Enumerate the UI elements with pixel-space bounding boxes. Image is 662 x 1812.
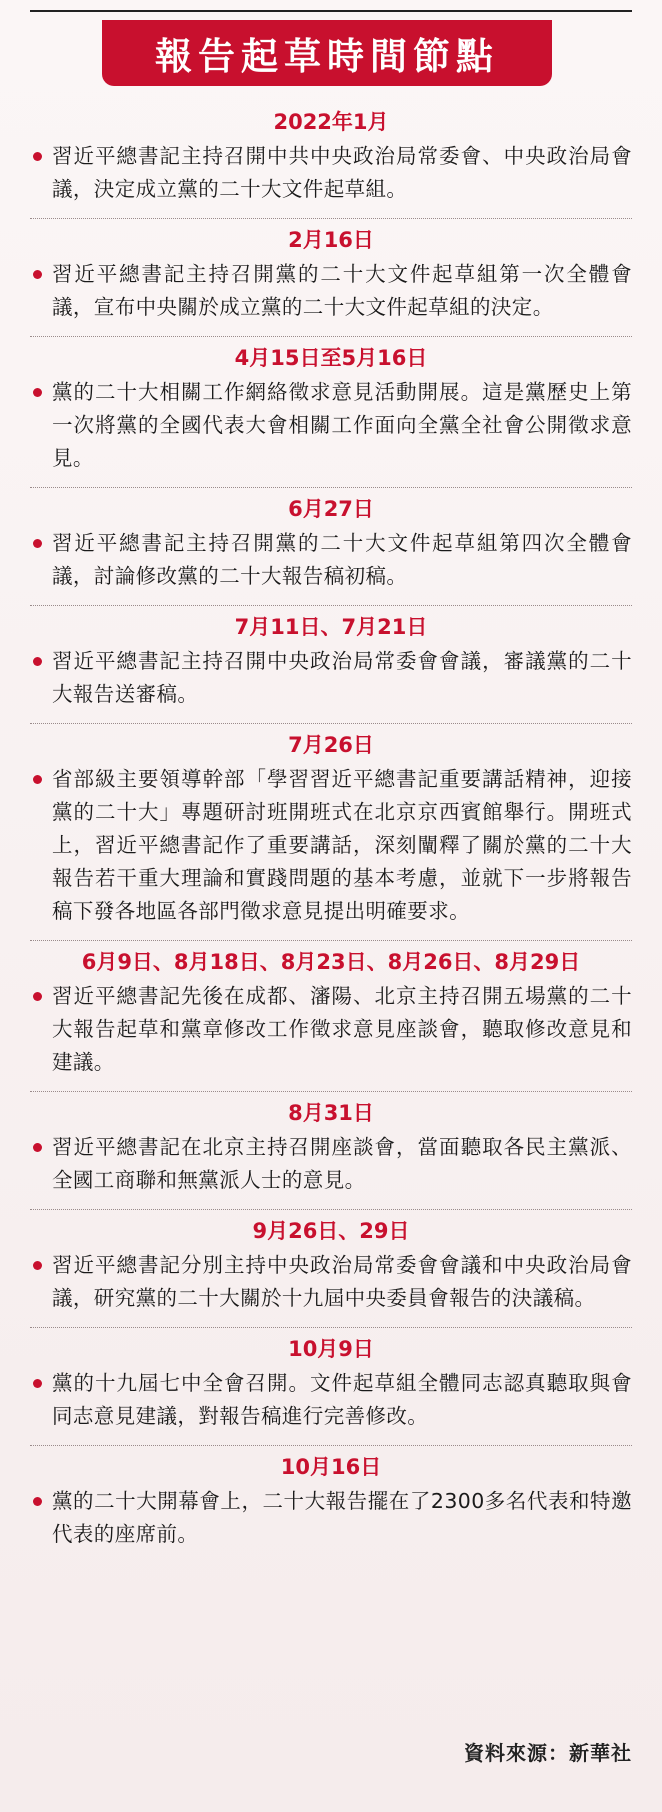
entry-date: 10月16日 <box>280 1455 382 1479</box>
entry-text: 省部級主要領導幹部「學習習近平總書記重要講話精神，迎接黨的二十大」專題研討班開班式在北京京西賓館舉行。開班式上，習近平總書記作了重要講話，深刻闡釋了關於黨的二十大報告若干重大理論和實踐問題的基本考慮，並就下一步將報告稿下發各地區各部門徵求意見提出明確要求。 <box>52 767 632 923</box>
bullet-dot-icon <box>33 152 42 161</box>
bullet-dot-icon <box>33 1379 42 1388</box>
bullet-dot-icon <box>33 657 42 666</box>
entry-date: 8月31日 <box>288 1101 374 1125</box>
entry-item <box>30 1131 632 1197</box>
entry-text: 習近平總書記主持召開中共中央政治局常委會、中央政治局會議，決定成立黨的二十大文件起草組。 <box>52 144 632 201</box>
timeline <box>30 101 632 1563</box>
bullet-dot-icon <box>33 775 42 784</box>
timeline-entry <box>30 941 632 1092</box>
page-title: 報告起草時間節點 <box>155 35 499 78</box>
timeline-entry <box>30 724 632 941</box>
entry-date: 9月26日、29日 <box>252 1219 410 1243</box>
timeline-entry <box>30 101 632 219</box>
entry-item <box>30 1249 632 1315</box>
timeline-entry <box>30 1210 632 1328</box>
bullet-dot-icon <box>33 388 42 397</box>
entry-date: 2022年1月 <box>273 110 389 134</box>
entry-date: 10月9日 <box>288 1337 374 1361</box>
entry-date: 2月16日 <box>288 228 374 252</box>
entry-item <box>30 1367 632 1433</box>
entry-date: 6月27日 <box>288 497 374 521</box>
entry-text: 習近平總書記主持召開中央政治局常委會會議，審議黨的二十大報告送審稿。 <box>52 649 632 706</box>
entry-text: 黨的二十大相關工作網絡徵求意見活動開展。這是黨歷史上第一次將黨的全國代表大會相關工作面向全黨全社會公開徵求意見。 <box>52 380 632 470</box>
entry-text: 習近平總書記主持召開黨的二十大文件起草組第一次全體會議，宣布中央關於成立黨的二十大文件起草組的決定。 <box>52 262 632 319</box>
entry-date: 4月15日至5月16日 <box>234 346 428 370</box>
timeline-entry <box>30 1092 632 1210</box>
bullet-dot-icon <box>33 539 42 548</box>
entry-item <box>30 645 632 711</box>
timeline-entry <box>30 488 632 606</box>
top-rule <box>30 10 632 12</box>
entry-item <box>30 376 632 475</box>
entry-text: 習近平總書記主持召開黨的二十大文件起草組第四次全體會議，討論修改黨的二十大報告稿初稿。 <box>52 531 632 588</box>
bullet-dot-icon <box>33 1143 42 1152</box>
entry-text: 習近平總書記先後在成都、瀋陽、北京主持召開五場黨的二十大報告起草和黨章修改工作徵求意見座談會，聽取修改意見和建議。 <box>52 984 632 1074</box>
entry-item <box>30 258 632 324</box>
bullet-dot-icon <box>33 992 42 1001</box>
timeline-entry <box>30 337 632 488</box>
entry-item <box>30 763 632 928</box>
source-credit: 資料來源：新華社 <box>464 1741 632 1765</box>
entry-item <box>30 140 632 206</box>
timeline-entry <box>30 219 632 337</box>
entry-date: 7月26日 <box>288 733 374 757</box>
title-banner <box>102 20 552 86</box>
timeline-entry <box>30 1446 632 1563</box>
timeline-entry <box>30 606 632 724</box>
entry-item <box>30 980 632 1079</box>
entry-text: 習近平總書記在北京主持召開座談會，當面聽取各民主黨派、全國工商聯和無黨派人士的意見。 <box>52 1135 632 1192</box>
entry-date: 7月11日、7月21日 <box>234 615 428 639</box>
bullet-dot-icon <box>33 1497 42 1506</box>
entry-date: 6月9日、8月18日、8月23日、8月26日、8月29日 <box>81 950 581 974</box>
entry-item <box>30 527 632 593</box>
entry-text: 習近平總書記分別主持中央政治局常委會會議和中央政治局會議，研究黨的二十大關於十九屆中央委員會報告的決議稿。 <box>52 1253 632 1310</box>
entry-text: 黨的十九屆七中全會召開。文件起草組全體同志認真聽取與會同志意見建議，對報告稿進行完善修改。 <box>52 1371 632 1428</box>
bullet-dot-icon <box>33 270 42 279</box>
timeline-entry <box>30 1328 632 1446</box>
bullet-dot-icon <box>33 1261 42 1270</box>
entry-item <box>30 1485 632 1551</box>
entry-text: 黨的二十大開幕會上，二十大報告擺在了2300多名代表和特邀代表的座席前。 <box>52 1489 632 1546</box>
